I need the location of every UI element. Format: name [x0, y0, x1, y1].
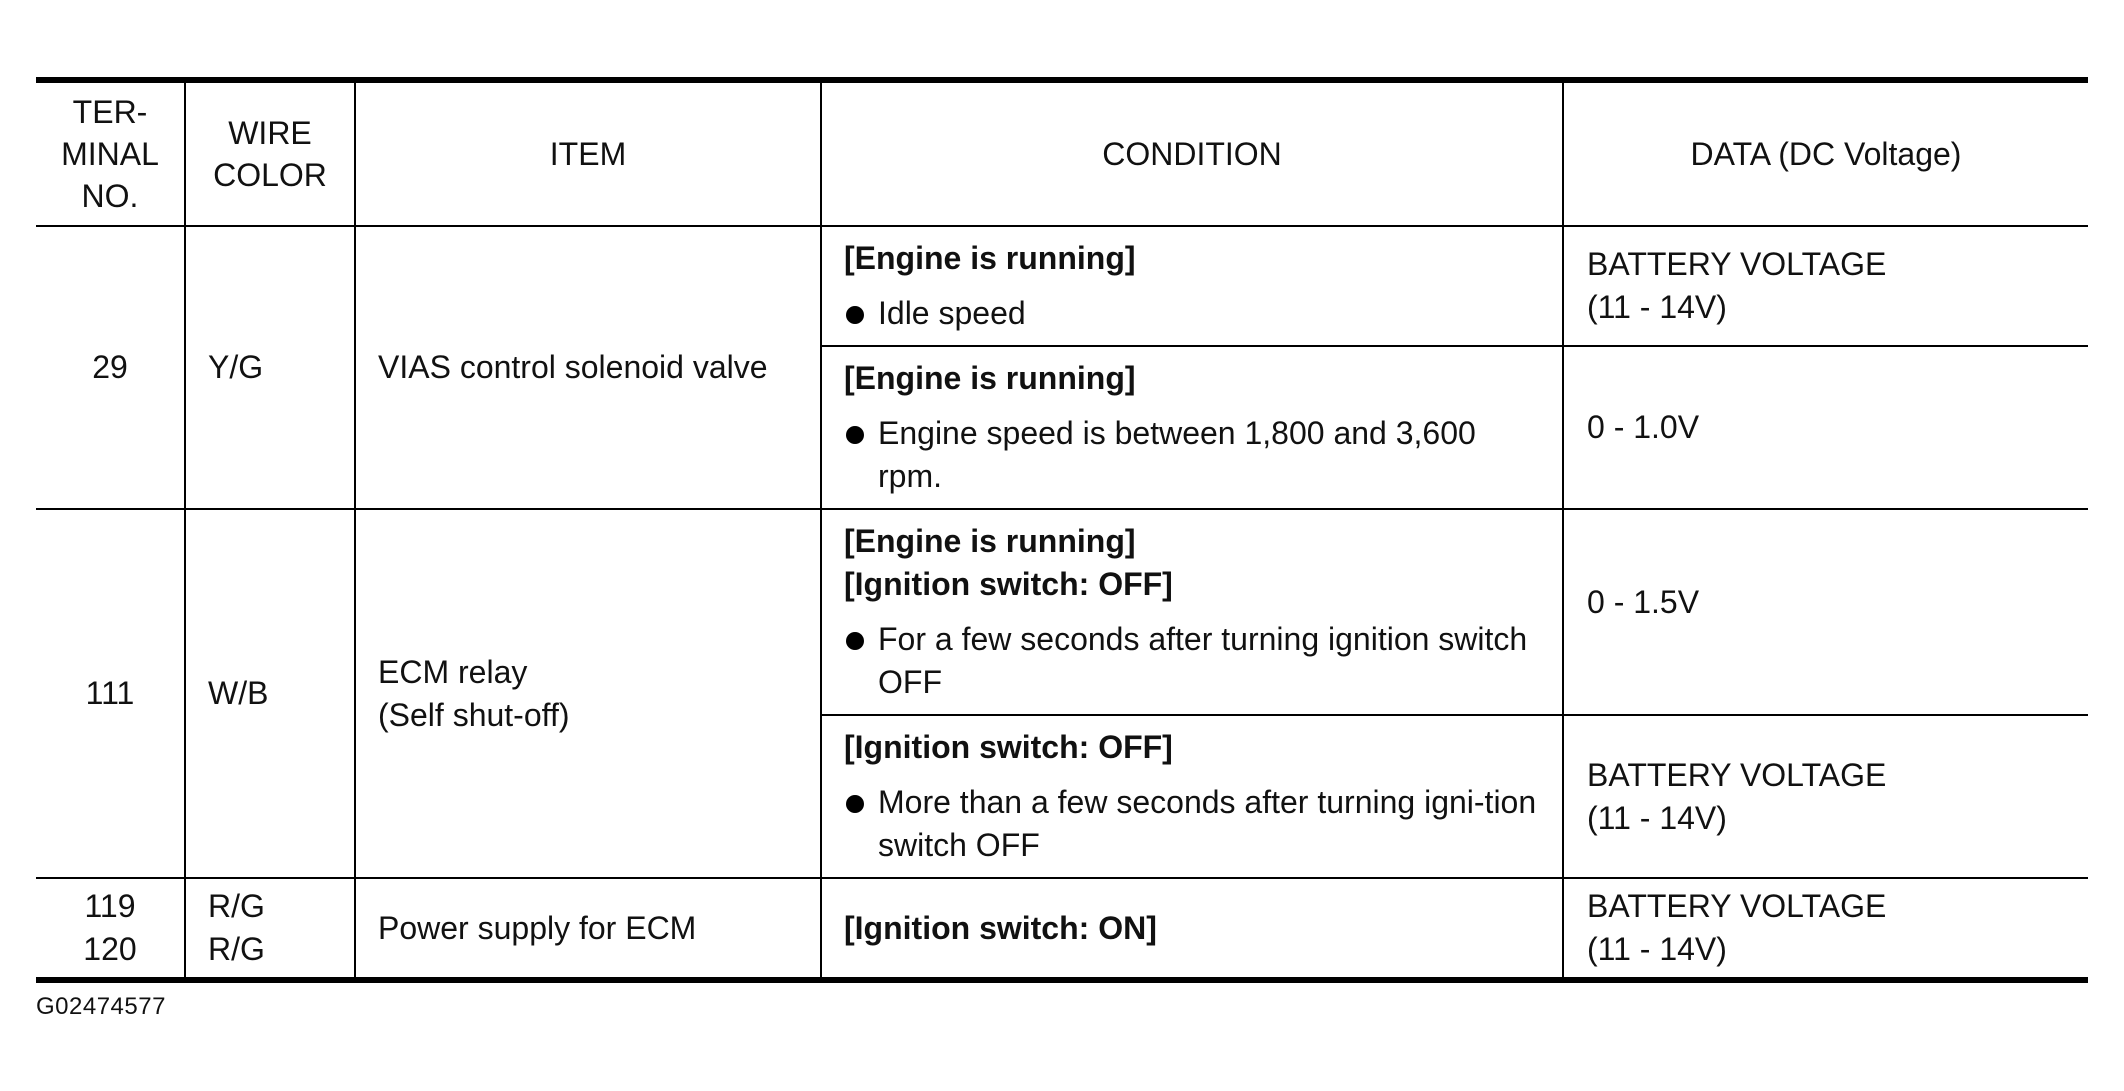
ecm-terminal-table [36, 77, 2088, 983]
condition-bullet: More than a few seconds after turning igni-tion switch OFF [844, 781, 1538, 867]
condition-bullet: For a few seconds after turning ignition switch OFF [844, 618, 1538, 704]
header-terminal-no: TER- MINAL NO. [36, 80, 185, 226]
bullet-dot-icon [846, 306, 864, 324]
condition-bullet: Idle speed [844, 292, 1538, 335]
condition-cell [821, 878, 1563, 980]
item-cell: ECM relay (Self shut-off) [355, 509, 821, 878]
terminal-cell: 111 [36, 509, 185, 878]
condition-heading: [Ignition switch: OFF] [844, 729, 1173, 765]
wire-color-cell: R/G R/G [185, 878, 355, 980]
data-cell: BATTERY VOLTAGE (11 - 14V) [1563, 878, 2088, 980]
table-header-row [36, 80, 2088, 226]
item-cell: VIAS control solenoid valve [355, 226, 821, 509]
condition-heading: [Engine is running] [844, 523, 1136, 559]
condition-cell [821, 509, 1563, 715]
condition-bullet: Engine speed is between 1,800 and 3,600 rpm. [844, 412, 1538, 498]
header-condition: CONDITION [821, 80, 1563, 226]
condition-heading: [Ignition switch: OFF] [844, 566, 1173, 602]
wire-color-cell: Y/G [185, 226, 355, 509]
bullet-dot-icon [846, 795, 864, 813]
bullet-dot-icon [846, 632, 864, 650]
condition-cell [821, 346, 1563, 509]
table-row [36, 226, 2088, 346]
table-row [36, 509, 2088, 715]
wire-color-cell: W/B [185, 509, 355, 878]
condition-heading: [Engine is running] [844, 240, 1136, 276]
bullet-dot-icon [846, 426, 864, 444]
data-cell: BATTERY VOLTAGE (11 - 14V) [1563, 226, 2088, 346]
condition-cell [821, 715, 1563, 878]
terminal-cell: 29 [36, 226, 185, 509]
condition-cell [821, 226, 1563, 346]
data-cell: 0 - 1.5V [1563, 509, 2088, 715]
data-cell: 0 - 1.0V [1563, 346, 2088, 509]
header-wire-color: WIRE COLOR [185, 80, 355, 226]
header-item: ITEM [355, 80, 821, 226]
header-data: DATA (DC Voltage) [1563, 80, 2088, 226]
item-cell: Power supply for ECM [355, 878, 821, 980]
table-row [36, 878, 2088, 980]
condition-heading: [Engine is running] [844, 360, 1136, 396]
condition-heading: [Ignition switch: ON] [844, 909, 1157, 946]
figure-code: G02474577 [36, 993, 166, 1020]
data-cell: BATTERY VOLTAGE (11 - 14V) [1563, 715, 2088, 878]
terminal-cell: 119 120 [36, 878, 185, 980]
